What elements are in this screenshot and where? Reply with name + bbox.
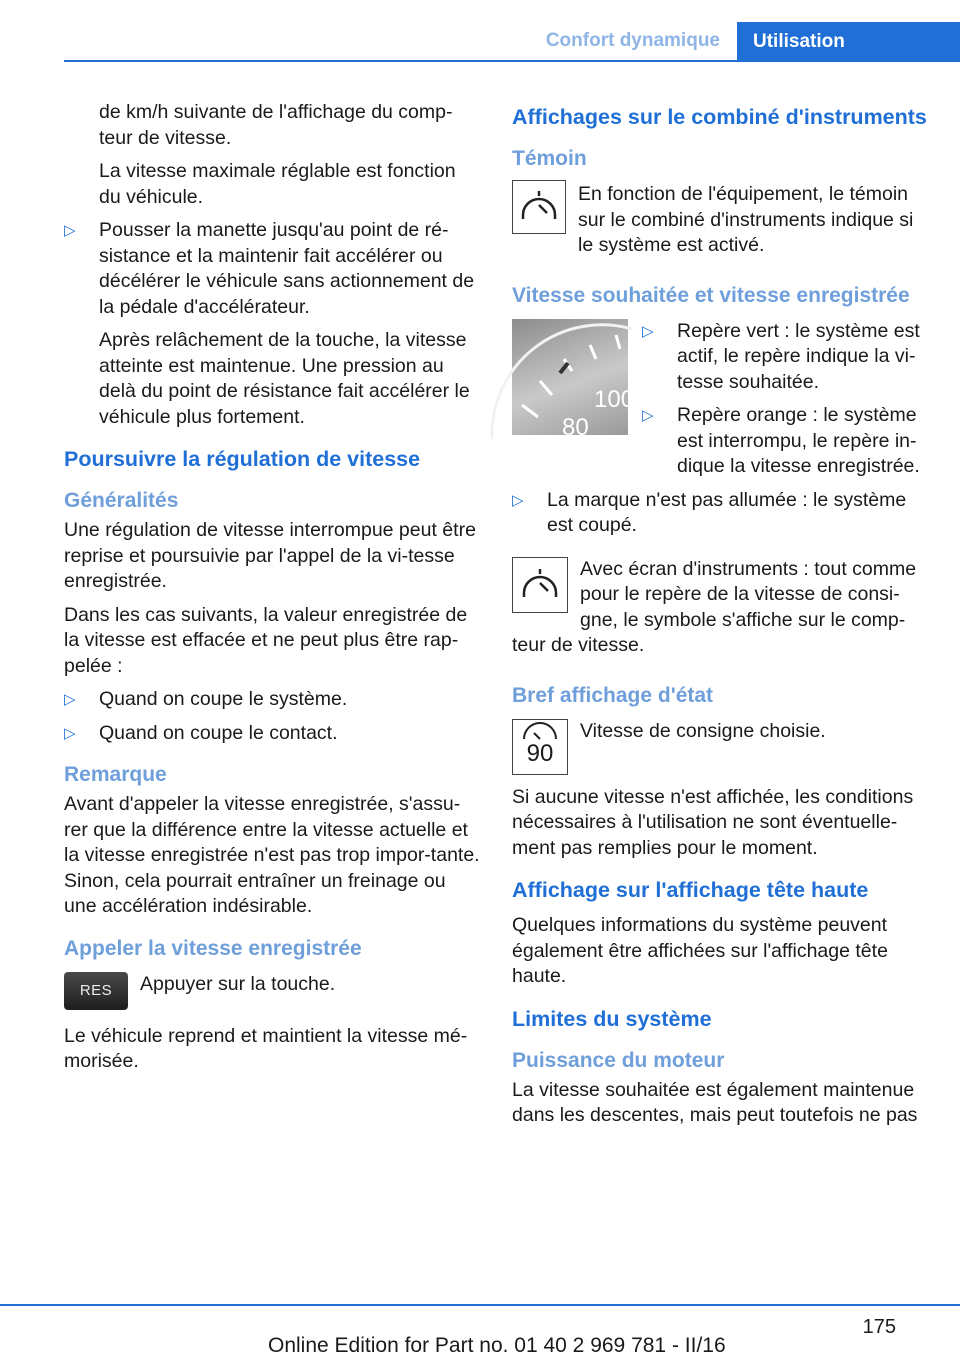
res-button-row (64, 972, 480, 1010)
triangle-bullet-icon (64, 721, 76, 747)
speed-marker-list (642, 319, 932, 488)
press-button-text: Appuyer sur la touche. (140, 972, 336, 995)
cruise-control-icon (512, 557, 568, 613)
instrument-display-paragraph: Avec écran d'instruments : tout comme pour le repère de la vitesse de consi-gne, le symbole s'affiche sur le comp-teur de vitesse. (512, 557, 917, 656)
bref-row (512, 719, 932, 775)
cruise-indicator-illustration (512, 180, 566, 234)
list-item (64, 218, 480, 320)
list-item (64, 721, 480, 747)
release-paragraph: Après relâchement de la touche, la vitesse atteinte est maintenue. Une pression au delà du point de résistance fait accélérer le véhicule plus fortement. (99, 329, 470, 428)
list-item-text: Repère orange : le système est interrompu, le repère in-dique la vitesse enregistrée. (677, 404, 920, 477)
running-header-tab-label: Utilisation (753, 31, 845, 52)
resume-paragraph: Le véhicule reprend et maintient la vitesse mé-morisée. (64, 1024, 468, 1072)
heading-puissance: Puissance du moteur (512, 1048, 725, 1072)
edition-footer: Online Edition for Part no. 01 40 2 969 781 - II/16 (268, 1334, 726, 1357)
list-item (512, 488, 932, 539)
list-item-text: La marque n'est pas allumée : le système est coupé. (547, 488, 907, 536)
list-item-text: Repère vert : le système est actif, le repère indique la vi-tesse souhaitée. (677, 319, 920, 393)
no-speed-paragraph: Si aucune vitesse n'est affichée, les conditions nécessaires à l'utilisation ne sont éventuelle-ment pas remplies pour le moment. (512, 785, 914, 859)
heading-vitesse-souhaitee: Vitesse souhaitée et vitesse enregistrée (512, 283, 910, 307)
engine-power-paragraph: La vitesse souhaitée est également maintenue dans les descentes, mais peut toutefois ne pas (512, 1078, 918, 1126)
triangle-bullet-icon (64, 687, 76, 713)
temoin-paragraph: En fonction de l'équipement, le témoin sur le combiné d'instruments indique si le système est activé. (578, 183, 914, 256)
heading-appeler: Appeler la vitesse enregistrée (64, 936, 362, 960)
cases-list (64, 687, 480, 746)
list-item (64, 687, 480, 713)
heading-temoin: Témoin (512, 147, 587, 170)
running-header-section: Confort dynamique (545, 30, 720, 51)
generalites-paragraph: Une régulation de vitesse interrompue peut être reprise et poursuivie par l'appel de la vi-tesse enregistrée. (64, 519, 476, 592)
remarque-paragraph: Avant d'appeler la vitesse enregistrée, s'assu-rer que la différence entre la vitesse actuelle et la vitesse enregistrée n'est pas trop impor-tante. Sinon, cela pourrait entraîner un freinage ou une accélération indésirable. (64, 793, 480, 917)
head-up-paragraph: Quelques informations du système peuvent également être affichées sur l'affichage tête haute. (512, 914, 888, 987)
set-speed-value: 90 (526, 739, 554, 767)
triangle-bullet-icon (642, 319, 654, 345)
res-button (64, 972, 128, 1010)
heading-remarque: Remarque (64, 763, 167, 786)
heading-affichages: Affichages sur le combiné d'instruments (512, 105, 927, 129)
page-number: 175 (862, 1316, 896, 1338)
continued-paragraph: de km/h suivante de l'affichage du comp-teur de vitesse. (99, 101, 453, 149)
instrument-display-block (512, 557, 932, 667)
speed-marker-row (512, 319, 932, 488)
list-item (642, 403, 932, 480)
set-speed-illustration (512, 719, 568, 775)
heading-tete-haute: Affichage sur l'affichage tête haute (512, 878, 869, 902)
triangle-bullet-icon (642, 403, 654, 429)
running-header-tab (737, 22, 960, 62)
list-item-text: Pousser la manette jusqu'au point de ré-sistance et la maintenir fait accélérer ou décélérer le véhicule sans actionnement de la pédale d'accélérateur. (99, 219, 475, 318)
heading-generalites: Généralités (64, 489, 179, 512)
speedometer-gauge-image (512, 319, 635, 441)
res-button-illustration (64, 972, 128, 1010)
cases-paragraph: Dans les cas suivants, la valeur enregistrée de la vitesse est effacée et ne peut plus être rap-pelée : (64, 603, 468, 677)
list-item-text: Quand on coupe le système. (99, 688, 348, 710)
footer-rule (0, 1304, 960, 1306)
gauge-label-80: 80 (562, 413, 589, 441)
header-rule (64, 60, 960, 62)
heading-bref-affichage: Bref affichage d'état (512, 683, 714, 707)
heading-poursuivre: Poursuivre la régulation de vitesse (64, 447, 421, 471)
left-column (64, 100, 480, 1083)
speedometer-illustration (512, 319, 635, 441)
triangle-bullet-icon (512, 488, 524, 514)
right-column (512, 100, 932, 1137)
triangle-bullet-icon (64, 218, 76, 244)
heading-limites: Limites du système (512, 1006, 712, 1031)
gauge-label-100: 100 (594, 385, 635, 413)
res-button-label: RES (79, 981, 113, 999)
set-speed-90-icon (512, 719, 568, 775)
cruise-control-icon (512, 180, 566, 234)
temoin-row (512, 182, 932, 267)
max-speed-paragraph: La vitesse maximale réglable est fonction du véhicule. (99, 160, 456, 208)
list-item (642, 319, 932, 396)
list-item-text: Quand on coupe le contact. (99, 721, 338, 744)
set-speed-text: Vitesse de consigne choisie. (580, 719, 826, 742)
